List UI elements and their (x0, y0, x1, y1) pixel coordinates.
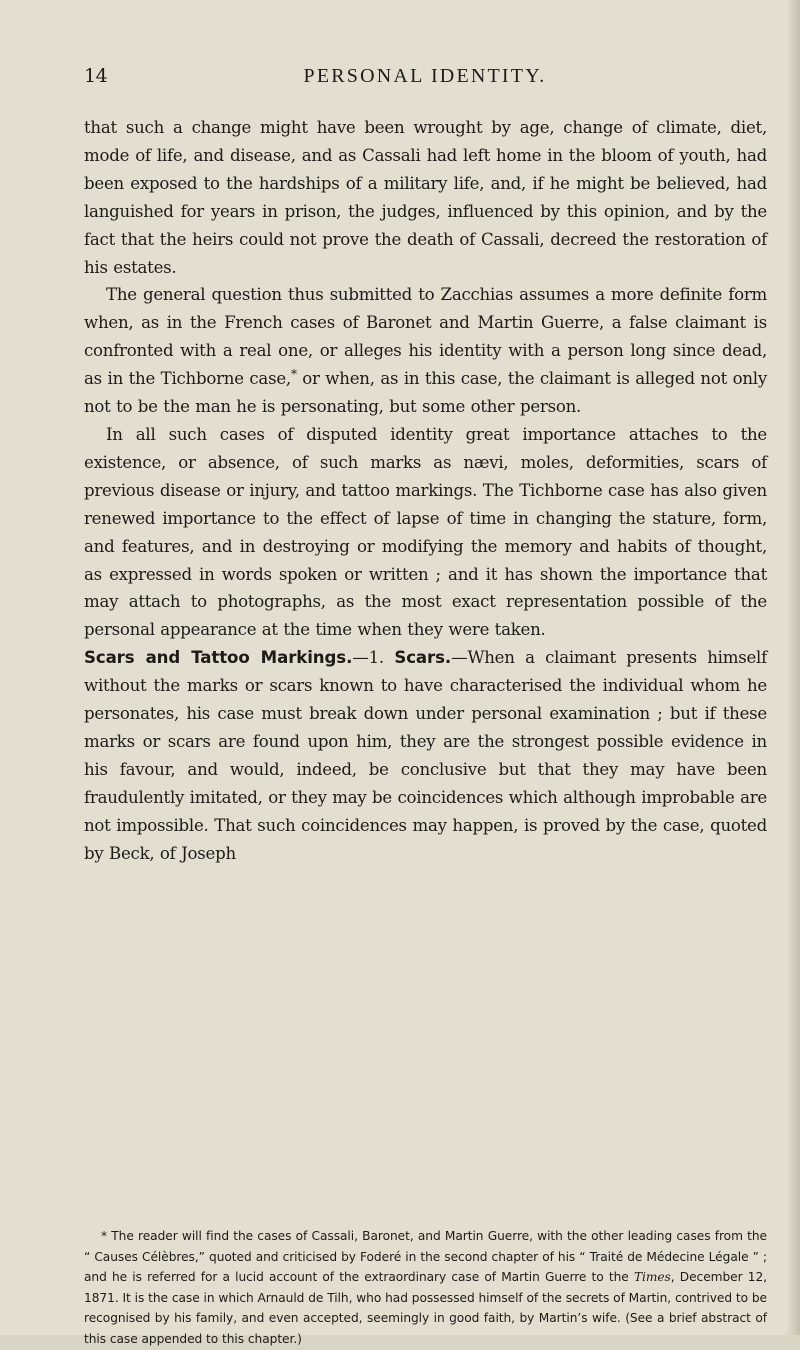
footnote-marker: * (290, 367, 297, 382)
paragraph-2-text-a: The general question thus submitted to Zacchias assumes a more definite form when, as in the French cases of Baronet and Martin Guerre, a false claimant is confronted with a real one, or alleges his identity with a person long since dead, as in the Tichborne case, (84, 285, 767, 389)
paragraph-2-text-b: or when, as in this case, the claimant is alleged not only not to be the man he is personating, but some other person. (84, 369, 767, 417)
footnote-text-b: , December 12, 1871. It is the case in which Arnauld de Tilh, who had possessed himself of the secrets of Martin, contrived to be recognised by his family, and even accepted, seemingly in good faith, by Martin’s wife. (See a brief abstract of this case appended to this chapter.) (84, 1270, 767, 1346)
running-title: PERSONAL IDENTITY. (303, 65, 547, 87)
footnote-paragraph (84, 1226, 767, 1350)
sub-heading: Scars. (394, 648, 452, 668)
body-text (84, 114, 767, 867)
paragraph-4-text: —When a claimant presents himself without the marks or scars known to have characterised the individual whom he personates, his case must break down under personal examination ; but if these marks or scars are found upon him, they are the strongest possible evidence in his favour, and would, indeed, be conclusive but that they may have been fraudulently imitated, or they may be coincidences which although improbable are not impossible. That such coincidences may happen, is proved by the case, quoted by Beck, of Joseph (84, 648, 767, 863)
page-header (84, 62, 766, 90)
paragraph-1: that such a change might have been wrought by age, change of climate, diet, mode of life, and disease, and as Cassali had left home in the bloom of youth, had been exposed to the hardships of a military life, and, if he might be believed, had languished for years in prison, the judges, influenced by this opinion, and by the fact that the heirs could not prove the death of Cassali, decreed the restoration of his estates. (84, 118, 767, 277)
page-edge-shadow (786, 0, 800, 1335)
footnote-marker-symbol: * (101, 1229, 108, 1243)
section-heading: Scars and Tattoo Markings. (84, 648, 353, 668)
section-separator: —1. (352, 648, 395, 668)
footnote-times-title: Times (633, 1270, 671, 1285)
paragraph-3: In all such cases of disputed identity great importance attaches to the existence, or absence, of such marks as nævi, moles, deformities, scars of previous disease or injury, and tattoo markings. The Tichborne case has also given renewed importance to the effect of lapse of time in changing the stature, form, and features, and in destroying or modifying the memory and habits of thought, as expressed in words spoken or written ; and it has shown the importance that may attach to photographs, as the most exact representation possible of the personal appearance at the time when they were taken. (84, 424, 767, 640)
paragraph-4 (84, 644, 767, 867)
page-number: 14 (84, 65, 108, 87)
footnote (84, 1226, 767, 1350)
paragraph-2 (84, 281, 767, 421)
footnote-text-a: The reader will find the cases of Cassali, Baronet, and Martin Guerre, with the other leading cases from the “ Causes Célèbres,” quoted and criticised by Foderé in the second chapter of his “ Traité de Médecine Légale ” ; and he is referred for a lucid account of the extraordinary case of Martin Guerre to the (84, 1229, 767, 1285)
